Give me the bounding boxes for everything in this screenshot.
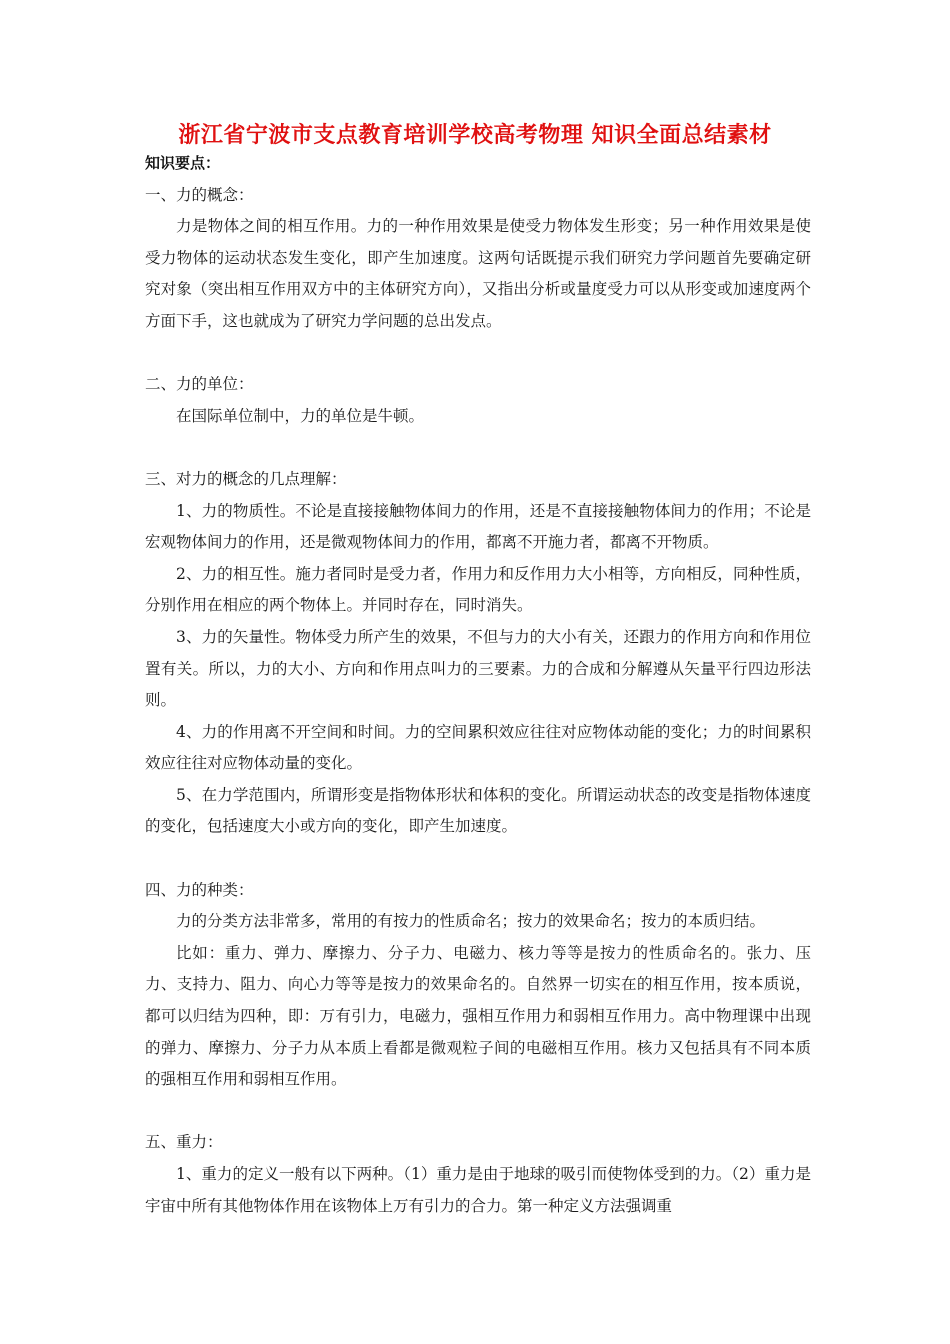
- paragraph: 1、重力的定义一般有以下两种。（1）重力是由于地球的吸引而使物体受到的力。（2）重力是宇宙中所有其他物体作用在该物体上万有引力的合力。第一种定义方法强调重: [145, 1165, 811, 1215]
- section-2: [145, 369, 811, 432]
- paragraph: 2、力的相互性。施力者同时是受力者，作用力和反作用力大小相等，方向相反，同种性质，分别作用在相应的两个物体上。并同时存在，同时消失。: [145, 564, 811, 615]
- section-heading: 三、对力的概念的几点理解：: [145, 469, 347, 488]
- key-points-label: 知识要点：: [145, 154, 221, 172]
- section-heading: 五、重力：: [145, 1133, 223, 1152]
- paragraph: 5、在力学范围内，所谓形变是指物体形状和体积的变化。所谓运动状态的改变是指物体速度的变化，包括速度大小或方向的变化，即产生加速度。: [145, 785, 811, 836]
- section-5: [145, 1127, 811, 1222]
- paragraph: 在国际单位制中，力的单位是牛顿。: [176, 406, 425, 425]
- section-3: [145, 464, 811, 843]
- section-heading: 二、力的单位：: [145, 375, 254, 394]
- paragraph: 比如：重力、弹力、摩擦力、分子力、电磁力、核力等等是按力的性质命名的。张力、压力、支持力、阻力、向心力等等是按力的效果命名的。自然界一切实在的相互作用，按本质说，都可以归结为四种，即：万有引力，电磁力，强相互作用力和弱相互作用力。高中物理课中出现的弹力、摩擦力、分子力从本质上看都是微观粒子间的电磁相互作用。核力又包括具有不同本质的强相互作用和弱相互作用。: [145, 943, 811, 1089]
- section-heading: 四、力的种类：: [145, 880, 254, 899]
- paragraph: 3、力的矢量性。物体受力所产生的效果，不但与力的大小有关，还跟力的作用方向和作用位置有关。所以，力的大小、方向和作用点叫力的三要素。力的合成和分解遵从矢量平行四边形法则。: [145, 627, 811, 710]
- paragraph: 力是物体之间的相互作用。力的一种作用效果是使受力物体发生形变；另一种作用效果是使受力物体的运动状态发生变化，即产生加速度。这两句话既提示我们研究力学问题首先要确定研究对象（突出相互作用双方中的主体研究方向），又指出分析或量度受力可以从形变或加速度两个方面下手，这也就成为了研究力学问题的总出发点。: [145, 217, 811, 330]
- document-title: 浙江省宁波市支点教育培训学校高考物理 知识全面总结素材: [178, 123, 772, 148]
- section-1: [145, 180, 811, 338]
- section-heading: 一、力的概念：: [145, 185, 254, 204]
- section-4: [145, 875, 811, 1096]
- paragraph: 4、力的作用离不开空间和时间。力的空间累积效应往往对应物体动能的变化；力的时间累积效应往往对应物体动量的变化。: [145, 722, 811, 773]
- paragraph: 力的分类方法非常多，常用的有按力的性质命名；按力的效果命名；按力的本质归结。: [176, 912, 766, 931]
- document-body: [145, 148, 811, 1222]
- paragraph: 1、力的物质性。不论是直接接触物体间力的作用，还是不直接接触物体间力的作用；不论是宏观物体间力的作用，还是微观物体间力的作用，都离不开施力者，都离不开物质。: [145, 501, 811, 552]
